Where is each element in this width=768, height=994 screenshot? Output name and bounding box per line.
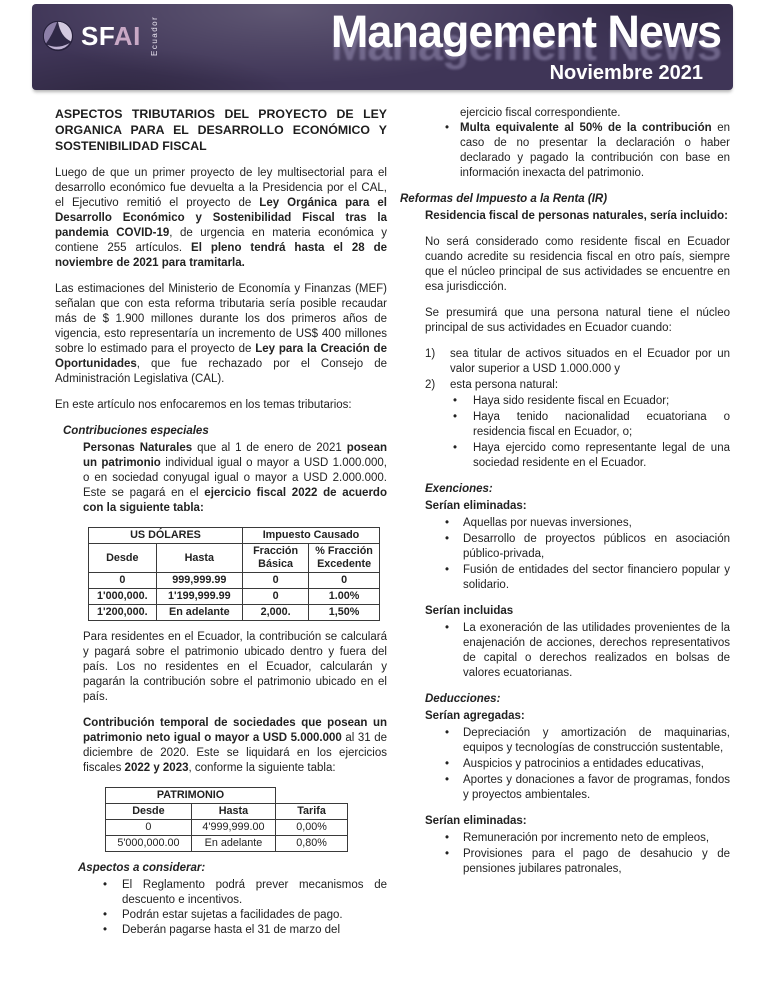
paragraph-intro bbox=[55, 166, 387, 271]
bullet-item: • Depreciación y amortización de maquinarias, equipos y tecnologías de construcción sustentable, bbox=[400, 726, 730, 756]
bullet-item: • Haya ejercido como representante legal de una sociedad residente en el Ecuador. bbox=[400, 441, 730, 471]
heading-exenciones: Exenciones: bbox=[425, 483, 493, 495]
paragraph-enfoque: En este artículo nos enfocaremos en los temas tributarios: bbox=[55, 399, 352, 411]
table-cell: 0,00% bbox=[276, 820, 348, 836]
bullet-item: • Fusión de entidades del sector financiero popular y solidario. bbox=[400, 563, 730, 593]
text-segment: sea titular de activos situados en el Ecuador por un valor superior a USD 1.000.000 y bbox=[450, 348, 730, 375]
incluidas-list bbox=[400, 621, 730, 681]
paragraph-residente-fiscal: No será considerado como residente fiscal en Ecuador cuando acredite su residencia fiscal en otro país, siempre que el núcleo principal de sus actividades se encuentre en esa jurisdicción. bbox=[425, 236, 730, 293]
text-segment: , conforme la siguiente tabla: bbox=[188, 762, 336, 774]
text-segment: esta persona natural: bbox=[450, 379, 559, 391]
item-number: 1) bbox=[425, 348, 436, 360]
paragraph-estimaciones bbox=[55, 282, 387, 387]
heading-residencia-fiscal: Residencia fiscal de personas naturales, sería incluido: bbox=[425, 210, 728, 222]
heading-serian-incluidas: Serían incluidas bbox=[425, 605, 514, 617]
numbered-item bbox=[400, 378, 730, 393]
header-banner bbox=[32, 4, 733, 90]
table-cell: 0 bbox=[106, 820, 192, 836]
bullet-item: • Haya sido residente fiscal en Ecuador; bbox=[400, 394, 730, 409]
table-group-header-row bbox=[89, 528, 380, 544]
agregadas-list bbox=[400, 726, 730, 803]
bullet-item: • Desarrollo de proyectos públicos en asociación público-privada, bbox=[400, 532, 730, 562]
text-segment: que al 1 de enero de 2021 bbox=[192, 442, 347, 454]
bullet-item: • Podrán estar sujetas a facilidades de pago. bbox=[55, 908, 387, 923]
table-cell: 0 bbox=[242, 573, 308, 589]
bold-segment: ejercicio fiscal 2022 de acuerdo con la siguiente tabla: bbox=[83, 487, 387, 514]
brand-country-label: Ecuador bbox=[149, 15, 159, 57]
table-cell: 0 bbox=[309, 573, 380, 589]
table-header: Hasta bbox=[156, 544, 242, 573]
table-row bbox=[106, 820, 348, 836]
bold-segment: Ley Orgánica para el Desarrollo Económico y Sostenibilidad Fiscal tras la pandemia COVID-19 bbox=[55, 197, 388, 239]
bullet-item: • El Reglamento podrá prever mecanismos de descuento e incentivos. bbox=[55, 878, 387, 908]
table-header: Fracción Básica bbox=[242, 544, 308, 573]
bullet-item: • Remuneración por incremento neto de empleos, bbox=[400, 831, 730, 846]
table-cell: 0 bbox=[89, 573, 157, 589]
paragraph-personas-naturales bbox=[83, 441, 387, 516]
newsletter-title: Management News bbox=[330, 6, 721, 57]
heading-serian-eliminadas-1: Serían eliminadas: bbox=[425, 500, 527, 512]
eliminadas-list bbox=[400, 831, 730, 877]
table-header: Hasta bbox=[191, 804, 275, 820]
aspectos-bullet-list bbox=[55, 878, 387, 938]
exenciones-eliminadas-list bbox=[400, 516, 730, 593]
text-segment: en caso de no presentar la declaración o haber declarado y pagado la contribución con base en información inexacta del patrimonio. bbox=[460, 122, 730, 179]
table-cell: 5'000,000.00 bbox=[106, 836, 192, 852]
table-cell: 999,999.99 bbox=[156, 573, 242, 589]
table-header: Tarifa bbox=[276, 804, 348, 820]
table-group-header-row bbox=[106, 788, 348, 804]
table-row bbox=[106, 836, 348, 852]
table-cell: 4'999,999.00 bbox=[191, 820, 275, 836]
text-segment: al 31 de diciembre de 2020. Este se liquidará en los ejercicios fiscales bbox=[83, 732, 387, 774]
paragraph-presuncion: Se presumirá que una persona natural tiene el núcleo principal de sus actividades en Ecuador cuando: bbox=[425, 307, 730, 334]
table-cell: 1'199,999.99 bbox=[156, 589, 242, 605]
table-row bbox=[89, 605, 380, 621]
table-cell: 1.00% bbox=[309, 589, 380, 605]
nested-bullet-list bbox=[400, 394, 730, 471]
heading-aspectos-considerar: Aspectos a considerar: bbox=[78, 862, 206, 874]
sfai-sphere-icon bbox=[42, 20, 74, 52]
table-cell: 1'000,000. bbox=[89, 589, 157, 605]
multa-bullet-list bbox=[400, 121, 730, 181]
bullet-item: • La exoneración de las utilidades provenientes de la enajenación de acciones, derechos representativos de capital o derechos realizados en bolsas de valores ecuatorianas. bbox=[400, 621, 730, 681]
tax-table-personas-naturales bbox=[88, 527, 380, 621]
bullet-item: • Aportes y donaciones a favor de programas, fondos y proyectos ambientales. bbox=[400, 773, 730, 803]
bold-segment: Multa equivalente al 50% de la contribución bbox=[460, 122, 712, 134]
table-cell: En adelante bbox=[156, 605, 242, 621]
bold-segment: 2022 y 2023 bbox=[124, 762, 189, 774]
text-segment: , de urgencia en materia económica y contiene 255 artículos. bbox=[55, 227, 387, 254]
table-header-row bbox=[89, 544, 380, 573]
article-body bbox=[55, 106, 730, 949]
table-cell: 0,80% bbox=[276, 836, 348, 852]
table-group-header: US DÓLARES bbox=[89, 528, 243, 544]
bullet-item: • Provisiones para el pago de desahucio y de pensiones jubilares patronales, bbox=[400, 847, 730, 877]
bold-segment: Contribución temporal de sociedades que posean un patrimonio neto igual o mayor a USD 5.000.000 bbox=[83, 717, 387, 744]
brand-ai-text: AI bbox=[113, 21, 141, 51]
newsletter-date: Noviembre 2021 bbox=[549, 62, 703, 84]
bold-segment: El pleno tendrá hasta el 28 de noviembre de 2021 para tramitarla. bbox=[55, 242, 387, 269]
brand-sf-text: SF bbox=[81, 21, 114, 51]
item-number: 2) bbox=[425, 379, 436, 391]
bold-segment: Personas Naturales bbox=[83, 442, 193, 454]
table-header: Desde bbox=[106, 804, 192, 820]
brand-wordmark bbox=[81, 23, 141, 49]
continuation-line: ejercicio fiscal correspondiente. bbox=[460, 107, 621, 119]
table-cell: 1'200,000. bbox=[89, 605, 157, 621]
text-segment: , que fue rechazado por el Consejo de Administración Legislativa (CAL). bbox=[55, 358, 387, 385]
right-column bbox=[400, 106, 730, 949]
table-header-row bbox=[106, 804, 348, 820]
table-cell: 2,000. bbox=[242, 605, 308, 621]
table-header: Desde bbox=[89, 544, 157, 573]
text-segment: Las estimaciones del Ministerio de Economía y Finanzas (MEF) señalan que con esta reforma tributaria sería posible recaudar más de $ 1.900 millones durante los dos primeros años de vigencia, esto representaría un incremento de US$ 400 millones sobre lo estimado para el proyecto de bbox=[55, 283, 387, 355]
heading-contribuciones-especiales: Contribuciones especiales bbox=[63, 425, 209, 437]
article-headline: ASPECTOS TRIBUTARIOS DEL PROYECTO DE LEY ORGANICA PARA EL DESARROLLO ECONÓMICO Y SOSTENIBILIDAD FISCAL bbox=[55, 107, 387, 153]
numbered-item bbox=[400, 347, 730, 377]
bullet-item bbox=[400, 121, 730, 181]
table-cell: 0 bbox=[242, 589, 308, 605]
text-segment: individual igual o mayor a USD 1.000.000, o en sociedad conyugal igual o mayor a USD 2.000.000. Este se pagará en el bbox=[83, 457, 387, 499]
text-segment: Luego de que un primer proyecto de ley multisectorial para el desarrollo económico fue devuelta a la Presidencia por el CAL, el Ejecutivo remitió el proyecto de bbox=[55, 167, 387, 209]
table-empty-cell bbox=[276, 788, 348, 804]
table-row bbox=[89, 589, 380, 605]
bullet-item: • Auspicios y patrocinios a entidades educativas, bbox=[400, 757, 730, 772]
bullet-item: • Deberán pagarse hasta el 31 de marzo del bbox=[55, 923, 387, 938]
table-group-header: PATRIMONIO bbox=[106, 788, 276, 804]
brand-logo bbox=[42, 14, 159, 58]
heading-reformas-ir: Reformas del Impuesto a la Renta (IR) bbox=[400, 193, 608, 205]
table-header: % Fracción Excedente bbox=[309, 544, 380, 573]
heading-serian-eliminadas-2: Serían eliminadas: bbox=[425, 815, 527, 827]
bold-segment: posean un patrimonio bbox=[83, 442, 387, 469]
paragraph-residentes: Para residentes en el Ecuador, la contribución se calculará y pagará sobre el patrimonio ubicado dentro y fuera del país. Los no residentes en el Ecuador, calcularán y pagarán la contribución sobre el patrimonio ubicado en el país. bbox=[83, 631, 387, 703]
bold-segment: Ley para la Creación de Oportunidades bbox=[55, 343, 387, 370]
left-column bbox=[55, 106, 387, 949]
table-cell: En adelante bbox=[191, 836, 275, 852]
heading-deducciones: Deducciones: bbox=[425, 693, 501, 705]
paragraph-contribucion-temporal bbox=[83, 716, 387, 776]
table-cell: 1,50% bbox=[309, 605, 380, 621]
numbered-list bbox=[400, 347, 730, 393]
bullet-item: • Aquellas por nuevas inversiones, bbox=[400, 516, 730, 531]
table-group-header: Impuesto Causado bbox=[242, 528, 379, 544]
heading-serian-agregadas: Serían agregadas: bbox=[425, 710, 525, 722]
tax-table-patrimonio bbox=[105, 787, 348, 852]
bullet-item: • Haya tenido nacionalidad ecuatoriana o residencia fiscal en Ecuador, o; bbox=[400, 410, 730, 440]
table-row bbox=[89, 573, 380, 589]
